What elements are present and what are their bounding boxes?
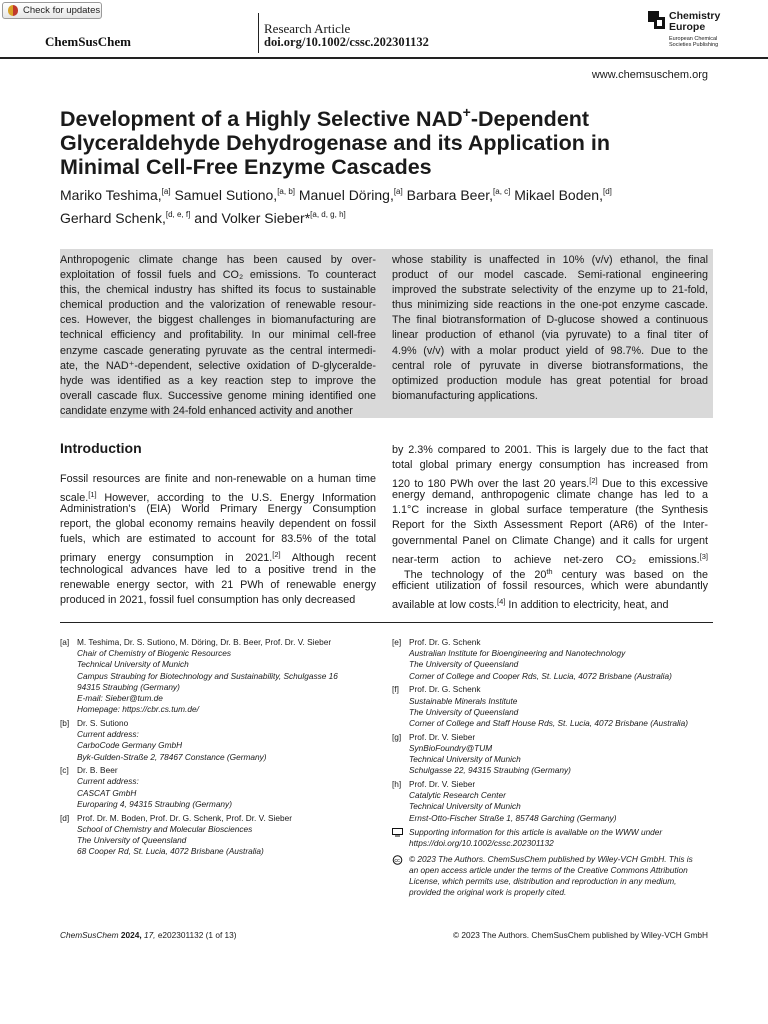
- abstract-line: The final biotransformation of D-glucose showed a continuous: [392, 314, 708, 327]
- author-affiliation-marker: [a, d, g, h]: [310, 210, 346, 219]
- body-text-line: The technology of the 20th century was based on the: [404, 566, 708, 581]
- affiliation-line[interactable]: E-mail: Sieber@tum.de: [77, 693, 163, 704]
- affiliation-line: 94315 Straubing (Germany): [77, 681, 180, 692]
- body-text-line: available at low costs.[4] In addition to electricity, heat, and: [392, 596, 669, 611]
- title-superscript: +: [462, 104, 471, 120]
- article-type: Research Article: [264, 21, 351, 36]
- body-text-line: technological advances have led to a positive trend in the: [60, 563, 376, 576]
- affiliation-line: Catalytic Research Center: [409, 790, 506, 801]
- affiliation-line: The University of Queensland: [409, 659, 519, 670]
- article-title: [60, 100, 710, 179]
- author-list: [60, 182, 710, 228]
- author-name: Mariko Teshima,: [60, 187, 162, 203]
- abstract-line: central role of pyruvate in diverse biotransformations, the: [392, 359, 708, 372]
- abstract-line: ate, the NAD⁺-dependent, selective oxidation of D-glyceralde-: [60, 359, 376, 372]
- chemistry-europe-logo-icon: [648, 11, 665, 29]
- author-name: Mikael Boden,: [514, 187, 603, 203]
- abstract-line: biomanufacturing applications.: [392, 389, 538, 402]
- abstract-right-column: [392, 253, 708, 404]
- body-text-line: total global primary energy consumption has increased from: [392, 459, 708, 472]
- abstract-line: linear production of ethanol (via pyruvate) to a final titer of: [392, 329, 708, 342]
- publisher-sub-line1: European Chemical: [669, 36, 718, 42]
- affiliation-line: Current address:: [77, 776, 139, 787]
- body-text-line: 120 to 180 PWh over the last 20 years.[2] Due to this excessive: [392, 476, 708, 491]
- affiliation-key: [b]: [60, 717, 70, 728]
- affiliation-line: Prof. Dr. G. Schenk: [409, 637, 481, 647]
- affiliation-line: Prof. Dr. V. Sieber: [409, 778, 476, 789]
- publisher-name-line1: Chemistry: [669, 10, 721, 22]
- body-text-line: efficient utilization of fossil resources, which were abundantly: [392, 579, 708, 592]
- author-affiliation-marker: [a]: [393, 187, 403, 196]
- header-rule: [0, 57, 768, 59]
- affiliation-line: 68 Cooper Rd, St. Lucia, 4072 Brisbane (Australia): [77, 846, 264, 857]
- affiliation-line[interactable]: Homepage: https://cbr.cs.tum.de/: [77, 704, 199, 715]
- abstract-line: improved the substrate selectivity of the enzyme up to 21-fold,: [392, 284, 708, 297]
- publisher-sub-line2: Societies Publishing: [669, 42, 719, 48]
- check-for-updates-label: Check for updates: [23, 5, 101, 16]
- body-text-line: produced in 2021, fossil fuel consumption has only decreased: [60, 593, 356, 606]
- body-text-line: scale.[1] However, according to the U.S. Energy Information: [60, 490, 376, 505]
- page-footer-copyright: © 2023 The Authors. ChemSusChem published by Wiley-VCH GmbH: [453, 930, 708, 940]
- abstract-line: optimized production module has great potential for broad: [392, 374, 708, 387]
- body-text-line: 1.1°C increase in global surface temperature (the Synthesis: [392, 504, 708, 517]
- affiliation-line: Dr. B. Beer: [77, 765, 118, 776]
- abstract-line: enzyme cascade generating pyruvate as the central intermedi-: [60, 344, 376, 357]
- abstract-line: technical efficiency and profitability. In our minimal cell-free: [60, 329, 376, 342]
- affiliation-line: Current address:: [77, 729, 139, 740]
- note-line: provided the original work is properly cited.: [409, 887, 567, 898]
- article-doi-link[interactable]: doi.org/10.1002/cssc.202301132: [264, 35, 429, 49]
- author-name: Samuel Sutiono,: [174, 187, 278, 203]
- abstract-line: Anthropogenic climate change has been caused by over-: [60, 254, 376, 266]
- note-line: © 2023 The Authors. ChemSusChem published by Wiley-VCH GmbH. This is: [409, 853, 693, 864]
- footer-journal: ChemSusChem: [60, 930, 119, 940]
- body-text-line: report, the global economy remains heavily dependent on fossil: [60, 518, 376, 531]
- footnote-rule: [60, 622, 713, 623]
- body-text-line: Administration's (EIA) World Primary Energy Consumption: [60, 503, 376, 516]
- affiliation-key: [g]: [392, 731, 402, 742]
- abstract-line: chemical production and the valorization of renewable resour-: [60, 299, 376, 312]
- journal-name: ChemSusChem: [45, 34, 131, 49]
- footer-volume: 17,: [143, 930, 156, 940]
- title-line2: Glyceraldehyde Dehydrogenase and its Application in: [60, 131, 610, 155]
- chemistry-europe-logo[interactable]: [648, 11, 728, 51]
- abstract-line: product of our model cascade. Semi-rational engineering: [392, 269, 708, 282]
- affiliation-line: Corner of College and Cooper Rds, St. Lucia, 4072 Brisbane (Australia): [409, 670, 672, 681]
- affiliation-key: [c]: [60, 765, 69, 776]
- creative-commons-icon: [392, 855, 403, 864]
- body-text-line: Fossil resources are finite and non-renewable on a human time: [60, 473, 376, 485]
- svg-text:cc: cc: [394, 857, 400, 864]
- abstract-line: 4.9% (v/v) with a molar product yield of 98.7%. Due to the: [392, 344, 708, 357]
- footer-year: 2024,: [120, 930, 142, 940]
- affiliation-key: [d]: [60, 812, 70, 823]
- check-for-updates-badge[interactable]: [2, 2, 102, 19]
- note-line[interactable]: https://doi.org/10.1002/cssc.202301132: [409, 838, 554, 849]
- introduction-heading: Introduction: [60, 440, 142, 456]
- affiliation-line: Prof. Dr. M. Boden, Prof. Dr. G. Schenk, Prof. Dr. V. Sieber: [77, 812, 293, 823]
- affiliation-line: Technical University of Munich: [77, 659, 189, 670]
- affiliation-line: Europaring 4, 94315 Straubing (Germany): [77, 798, 232, 809]
- intro-right-column: [392, 443, 708, 609]
- body-text-line: renewable energy sector, with 21 PWh of renewable energy: [60, 578, 376, 591]
- body-text-line: governmental Panel on Climate Change) and it calls for urgent: [392, 534, 708, 547]
- author-name: Barbara Beer,: [406, 187, 494, 203]
- affiliation-line: Australian Institute for Bioengineering and Nanotechnology: [409, 648, 626, 659]
- abstract-line: hyde was identified as a key reaction step to improve the: [60, 374, 376, 387]
- abstract-line: exploitation of fossil fuels and CO₂ emissions. To counteract: [60, 269, 376, 282]
- author-affiliation-marker: [d, e, f]: [165, 210, 191, 219]
- affiliation-line: Schulgasse 22, 94315 Straubing (Germany): [409, 765, 571, 776]
- affiliation-line: CarboCode Germany GmbH: [77, 740, 183, 751]
- abstract-line: ces. However, the biggest challenges in biomanufacturing are: [60, 314, 376, 327]
- body-text-line: Report for the Sixth Assessment Report (AR6) of the Inter-: [392, 519, 708, 532]
- body-text-line: near-term action to achieve net-zero CO₂ emissions.[3]: [392, 551, 708, 566]
- abstract-box: [60, 249, 713, 418]
- abstract-left-column: [60, 253, 376, 419]
- page-footer-citation: [60, 930, 237, 940]
- update-icon: [8, 5, 19, 16]
- affiliation-line: Technical University of Munich: [409, 754, 521, 764]
- monitor-icon: [392, 828, 403, 837]
- footer-article-id: e202301132 (1 of 13): [157, 930, 237, 940]
- affiliation-line: Campus Straubing for Biotechnology and Sustainability, Schulgasse 16: [77, 670, 338, 681]
- body-text-line: fuels, which are estimated to account for 83.5% of the total: [60, 533, 376, 546]
- body-text-line: by 2.3% compared to 2001. This is largely due to the fact that: [392, 444, 708, 456]
- affiliation-line: Byk-Gulden-Straße 2, 78467 Constance (Germany): [77, 751, 267, 762]
- author-affiliation-marker: [d]: [602, 187, 612, 196]
- affiliation-line: Technical University of Munich: [409, 801, 521, 812]
- affiliation-line: The University of Queensland: [77, 834, 187, 845]
- author-affiliation-marker: [a, c]: [493, 187, 511, 196]
- title-line1: Development of a Highly Selective NAD: [60, 107, 463, 131]
- author-affiliation-marker: [a]: [161, 187, 171, 196]
- body-text-line: primary energy consumption in 2021.[2] Although recent: [60, 550, 376, 565]
- abstract-line: candidate enzyme with 24-fold enhanced activity and another: [60, 404, 353, 417]
- abstract-line: this, the chemical industry has shifted its focus to sustainable: [60, 284, 376, 297]
- abstract-line: thus minimizing side reactions in the one-pot enzyme cascade.: [392, 299, 708, 312]
- author-name: Manuel Döring,: [298, 187, 394, 203]
- affiliation-line: Prof. Dr. V. Sieber: [409, 731, 476, 742]
- affiliation-key: [e]: [392, 637, 402, 647]
- header-divider: [258, 13, 259, 53]
- body-text-line: energy demand, anthropogenic climate change has led to a: [392, 489, 708, 502]
- affiliation-line: Prof. Dr. G. Schenk: [409, 684, 481, 695]
- author-name: and Volker Sieber*: [194, 210, 311, 226]
- affiliation-line: The University of Queensland: [409, 706, 519, 717]
- title-line3: Minimal Cell-Free Enzyme Cascades: [60, 155, 432, 179]
- affiliation-line: Dr. S. Sutiono: [77, 717, 129, 728]
- note-line: Supporting information for this article is available on the WWW under: [409, 827, 663, 838]
- affiliation-line: SynBioFoundry@TUM: [409, 742, 493, 753]
- affiliation-line: School of Chemistry and Molecular Biosciences: [77, 823, 253, 834]
- author-name: Gerhard Schenk,: [60, 210, 166, 226]
- affiliation-key: [h]: [392, 778, 402, 789]
- note-line: an open access article under the terms of the Creative Commons Attribution: [409, 864, 688, 875]
- affiliation-line: M. Teshima, Dr. S. Sutiono, M. Döring, Dr. B. Beer, Prof. Dr. V. Sieber: [77, 637, 332, 647]
- journal-website-link[interactable]: www.chemsuschem.org: [591, 69, 708, 81]
- title-line1-end: -Dependent: [470, 107, 590, 131]
- publisher-name-line2: Europe: [669, 21, 706, 33]
- affiliation-line: Corner of College and Staff House Rds, St. Lucia, 4072 Brisbane (Australia): [409, 717, 689, 728]
- author-affiliation-marker: [a, b]: [277, 187, 295, 196]
- affiliation-line: CASCAT GmbH: [77, 787, 137, 798]
- intro-left-column: [60, 472, 376, 608]
- affiliation-key: [a]: [60, 637, 70, 647]
- note-line: License, which permits use, distribution and reproduction in any medium,: [409, 876, 677, 886]
- affiliation-line: Ernst-Otto-Fischer Straße 1, 85748 Garching (Germany): [409, 812, 617, 823]
- abstract-line: whose stability is unaffected in 10% (v/v) ethanol, the final: [392, 254, 708, 266]
- affiliation-key: [f]: [392, 684, 399, 695]
- affiliation-line: Chair of Chemistry of Biogenic Resources: [77, 648, 232, 659]
- abstract-line: overall cascade flux. Successive genome mining identified one: [60, 389, 376, 402]
- affiliation-line: Sustainable Minerals Institute: [409, 695, 518, 706]
